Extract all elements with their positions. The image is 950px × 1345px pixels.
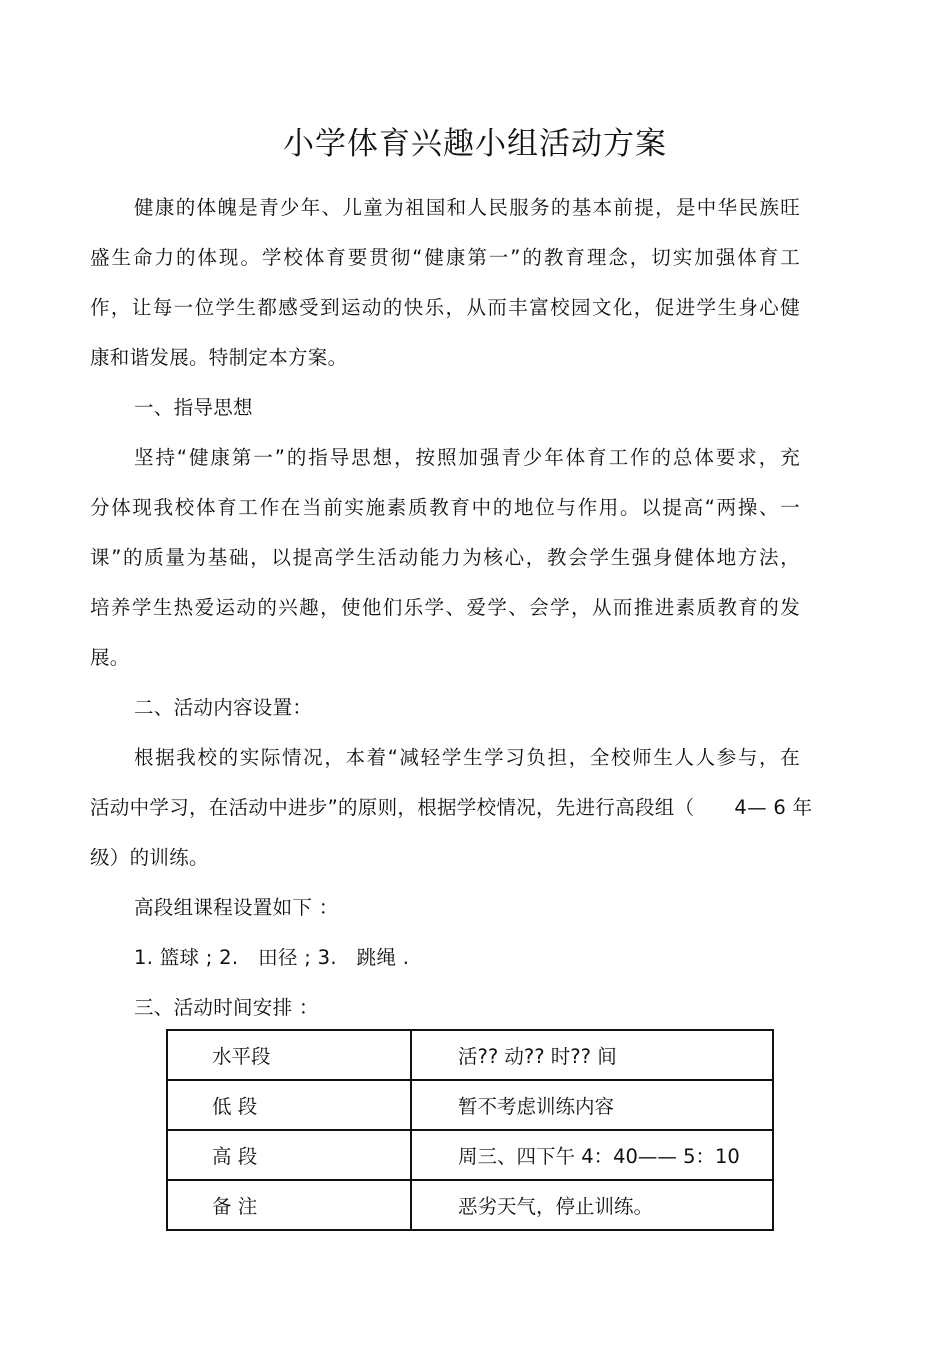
document-title: 小学体育兴趣小组活动方案: [283, 126, 667, 162]
section3-heading: 三、活动时间安排 ：: [134, 996, 319, 1019]
section2-line-2: [90, 796, 812, 820]
section1-line-1: 坚持“健康第一”的指导思想，按照加强青少年体育工作的总体要求，充: [134, 446, 800, 469]
table-cell: 恶劣天气，停止训练。: [411, 1180, 773, 1230]
table-cell: 低 段: [167, 1080, 411, 1130]
intro-line-1: 健康的体魄是青少年、儿童为祖国和人民服务的基本前提，是中华民族旺: [134, 196, 800, 219]
table-header-cell: 活?? 动?? 时?? 间: [411, 1030, 773, 1080]
section1-line-2: 分体现我校体育工作在当前实施素质教育中的地位与作用。以提高“两操、一: [90, 496, 800, 519]
grade-range: 4— 6 年: [734, 796, 813, 819]
courses-heading: 高段组课程设置如下 ：: [134, 896, 339, 919]
section2-line-3: 级）的训练。: [90, 846, 209, 869]
table-row: [167, 1130, 773, 1180]
section1-heading: 一、指导思想: [134, 396, 253, 419]
table-header-row: [167, 1030, 773, 1080]
intro-line-3: 作，让每一位学生都感受到运动的快乐，从而丰富校园文化，促进学生身心健: [90, 296, 800, 319]
table-cell: 暂不考虑训练内容: [411, 1080, 773, 1130]
intro-line-2: 盛生命力的体现。学校体育要贯彻“健康第一”的教育理念，切实加强体育工: [90, 246, 800, 269]
schedule-table: [166, 1029, 774, 1231]
table-header-cell: 水平段: [167, 1030, 411, 1080]
section1-line-5: 展。: [90, 646, 130, 669]
section2-heading: 二、活动内容设置：: [134, 696, 313, 719]
table-cell: 高 段: [167, 1130, 411, 1180]
table-row: [167, 1080, 773, 1130]
intro-line-4: 康和谐发展。特制定本方案。: [90, 346, 348, 369]
courses-list: 1. 篮球 ; 2. 田径 ; 3. 跳绳 .: [134, 946, 410, 969]
table-cell: 周三、四下午 4：40—— 5：10: [411, 1130, 773, 1180]
section1-line-4: 培养学生热爱运动的兴趣，使他们乐学、爱学、会学，从而推进素质教育的发: [90, 596, 800, 619]
table-cell: 备 注: [167, 1180, 411, 1230]
section2-line-2-text: 活动中学习，在活动中进步”的原则，根据学校情况，先进行高段组（: [90, 796, 695, 819]
section2-line-1: 根据我校的实际情况，本着“减轻学生学习负担，全校师生人人参与，在: [134, 746, 800, 769]
section1-line-3: 课”的质量为基础，以提高学生活动能力为核心，教会学生强身健体地方法，: [90, 546, 800, 569]
table-row: [167, 1180, 773, 1230]
